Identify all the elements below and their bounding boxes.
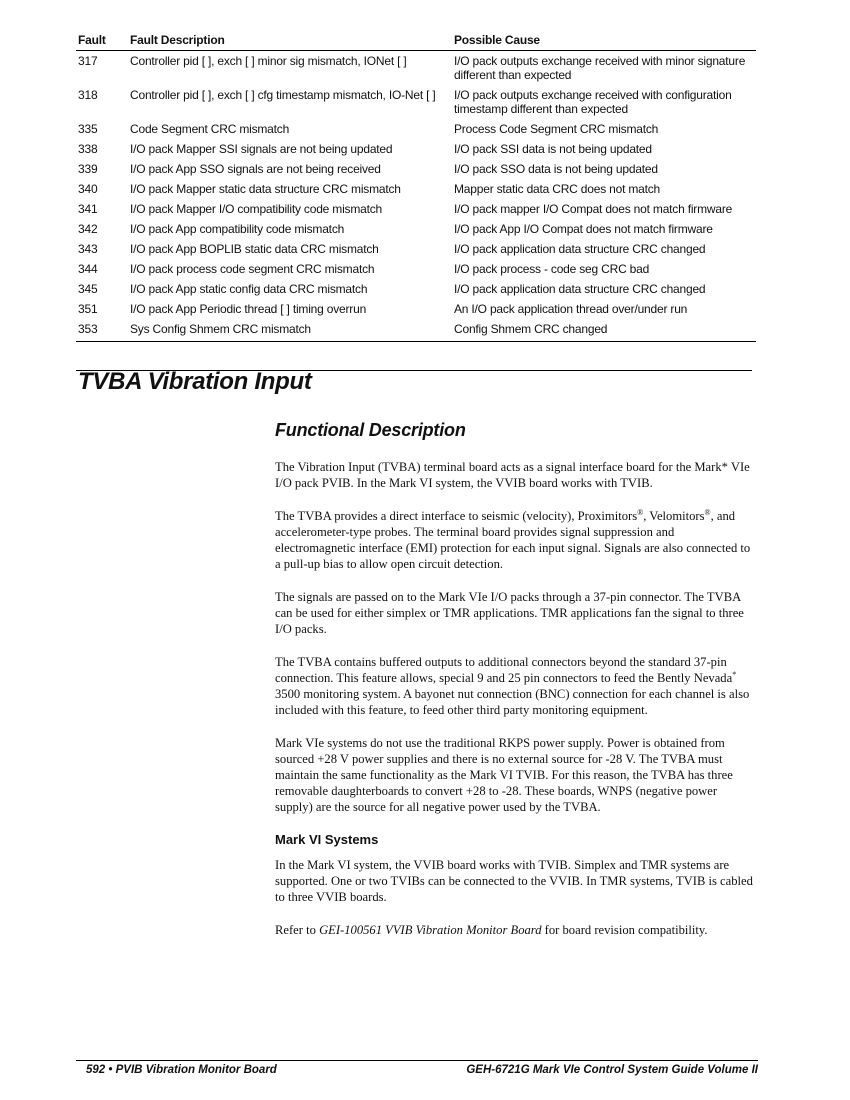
fault-description-cell: I/O pack Mapper static data structure CRC mismatch	[130, 182, 401, 196]
registered-mark: ®	[637, 507, 644, 517]
fault-code-cell: 317	[78, 54, 98, 68]
document-reference: GEI-100561 VVIB Vibration Monitor Board	[319, 923, 542, 937]
table-row	[76, 179, 756, 199]
possible-cause-cell: I/O pack application data structure CRC changed	[454, 242, 706, 256]
fault-code-cell: 351	[78, 302, 98, 316]
fault-code-cell: 340	[78, 182, 98, 196]
fault-code-cell: 318	[78, 88, 98, 102]
table-row	[76, 119, 756, 139]
fault-description-cell: I/O pack App Periodic thread [ ] timing overrun	[130, 302, 367, 316]
paragraph-3: The signals are passed on to the Mark VIe I/O packs through a 37-pin connector. The TVBA can be used for either simplex or TMR applications. TMR applications fan the signal to three I/O packs.	[275, 590, 744, 636]
possible-cause-cell: Config Shmem CRC changed	[452, 319, 756, 342]
footer-right: GEH-6721G Mark VIe Control System Guide Volume II	[466, 1064, 758, 1076]
fault-description-cell: I/O pack App compatibility code mismatch	[130, 222, 345, 236]
possible-cause-cell: I/O pack SSO data is not being updated	[454, 162, 658, 176]
possible-cause-cell: I/O pack application data structure CRC changed	[454, 282, 706, 296]
paragraph-2-part-c: , and accelerometer-type probes. The terminal board provides signal suppression and electromagnetic interface (EMI) protection for each input signal. Signals are also connected to a pull-up bias to allow open circuit detection.	[275, 509, 751, 571]
paragraph-7-part-a: Refer to	[275, 923, 320, 937]
paragraph-2-part-b: , Velomitors	[643, 509, 705, 523]
fault-description-cell: I/O pack Mapper I/O compatibility code mismatch	[130, 202, 383, 216]
possible-cause-cell: Mapper static data CRC does not match	[454, 182, 661, 196]
possible-cause-cell: I/O pack outputs exchange received with minor signature different than expected	[454, 54, 746, 82]
fault-description-cell: Controller pid [ ], exch [ ] cfg timestamp mismatch, IO-Net [ ]	[130, 88, 436, 102]
header-possible-cause: Possible Cause	[452, 30, 756, 51]
header-fault: Fault	[76, 30, 128, 51]
table-row	[76, 239, 756, 259]
paragraph-4-part-b: 3500 monitoring system. A bayonet nut connection (BNC) connection for each channel is also included with this feature, to feed other third party monitoring equipment.	[275, 687, 750, 717]
paragraph-2	[275, 508, 755, 572]
fault-code-cell: 343	[78, 242, 98, 256]
paragraph-4	[275, 654, 755, 718]
fault-description-cell: I/O pack App SSO signals are not being received	[130, 162, 381, 176]
fault-description-cell: I/O pack Mapper SSI signals are not being updated	[130, 142, 393, 156]
fault-table-body	[76, 51, 756, 342]
paragraph-4-part-a: The TVBA contains buffered outputs to additional connectors beyond the standard 37-pin connection. This feature allows, special 9 and 25 pin connectors to feed the Bently Nevada	[275, 655, 733, 685]
table-row	[76, 85, 756, 119]
possible-cause-cell: I/O pack App I/O Compat does not match firmware	[454, 222, 713, 236]
paragraph-6: In the Mark VI system, the VVIB board works with TVIB. Simplex and TMR systems are supported. One or two TVIBs can be connected to the VVIB. In TMR systems, TVIB is cabled to three VVIB boards.	[275, 858, 753, 904]
fault-description-cell: I/O pack process code segment CRC mismatch	[130, 262, 375, 276]
section-title: TVBA Vibration Input	[78, 368, 312, 395]
table-row	[76, 139, 756, 159]
table-row	[76, 51, 756, 86]
fault-code-cell: 339	[78, 162, 98, 176]
fault-code-cell: 341	[78, 202, 98, 216]
table-row	[76, 279, 756, 299]
fault-code-cell: 338	[78, 142, 98, 156]
table-row	[76, 299, 756, 319]
paragraph-5: Mark VIe systems do not use the traditional RKPS power supply. Power is obtained from sourced +28 V power supplies and there is no external source for -28 V. The TVBA must maintain the same functionality as the Mark VI TVIB. For this reason, the TVBA has three removable daughterboards to convert +28 to -28. These boards, WNPS (negative power supply) are the source for all negative power used by the TVBA.	[275, 736, 733, 814]
table-row	[76, 199, 756, 219]
possible-cause-cell: Process Code Segment CRC mismatch	[454, 122, 659, 136]
possible-cause-cell: I/O pack outputs exchange received with configuration timestamp different than expected	[454, 88, 732, 116]
subsection-title: Functional Description	[275, 420, 466, 440]
fault-description-cell: Controller pid [ ], exch [ ] minor sig mismatch, IONet [ ]	[130, 54, 407, 68]
fault-code-cell: 335	[78, 122, 98, 136]
paragraph-7-part-c: for board revision compatibility.	[541, 923, 708, 937]
table-row	[76, 219, 756, 239]
fault-code-cell: 344	[78, 262, 98, 276]
table-row	[76, 259, 756, 279]
table-header-row	[76, 30, 756, 51]
fault-description-cell: Code Segment CRC mismatch	[130, 122, 290, 136]
registered-mark: ®	[704, 507, 711, 517]
possible-cause-cell: I/O pack SSI data is not being updated	[454, 142, 652, 156]
trademark-asterisk: *	[732, 669, 737, 679]
fault-description-cell: I/O pack App static config data CRC mismatch	[130, 282, 368, 296]
header-fault-description: Fault Description	[128, 30, 452, 51]
fault-code-cell: 345	[78, 282, 98, 296]
fault-description-cell: I/O pack App BOPLIB static data CRC mismatch	[130, 242, 379, 256]
table-row	[76, 319, 756, 342]
paragraph-1: The Vibration Input (TVBA) terminal board acts as a signal interface board for the Mark* VIe I/O pack PVIB. In the Mark VI system, the VVIB board works with TVIB.	[275, 460, 750, 490]
fault-code-cell: 353	[76, 319, 128, 342]
possible-cause-cell: An I/O pack application thread over/under run	[454, 302, 688, 316]
mark-vi-systems-heading: Mark VI Systems	[275, 832, 379, 847]
body-text	[275, 459, 755, 955]
table-row	[76, 159, 756, 179]
fault-description-cell: Sys Config Shmem CRC mismatch	[128, 319, 452, 342]
fault-table	[76, 30, 756, 342]
fault-code-cell: 342	[78, 222, 98, 236]
paragraph-2-part-a: The TVBA provides a direct interface to seismic (velocity), Proximitors	[275, 509, 638, 523]
footer-left: 592 • PVIB Vibration Monitor Board	[86, 1064, 277, 1076]
footer-rule	[76, 1060, 758, 1061]
paragraph-7	[275, 922, 755, 938]
possible-cause-cell: I/O pack process - code seg CRC bad	[454, 262, 650, 276]
possible-cause-cell: I/O pack mapper I/O Compat does not match firmware	[454, 202, 733, 216]
